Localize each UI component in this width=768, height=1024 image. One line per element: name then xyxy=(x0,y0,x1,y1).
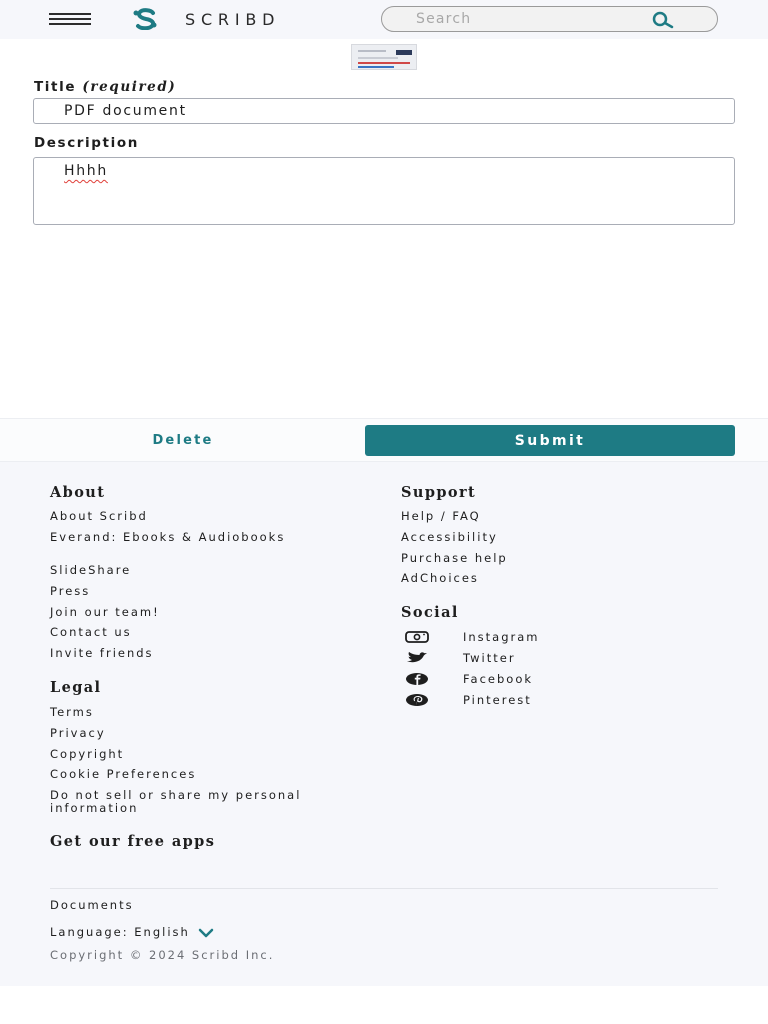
footer-link-contact[interactable]: Contact us xyxy=(50,625,132,639)
search-bar xyxy=(381,6,718,32)
language-selector[interactable] xyxy=(50,926,214,939)
footer-link-about-scribd[interactable]: About Scribd xyxy=(50,509,148,523)
twitter-label: Twitter xyxy=(463,650,516,665)
footer-link-everand[interactable]: Everand: Ebooks & Audiobooks xyxy=(50,530,286,544)
description-textarea[interactable] xyxy=(33,157,735,225)
footer-about-heading xyxy=(50,484,105,501)
required-marker: (required) xyxy=(82,79,177,95)
support-heading: Support xyxy=(401,484,477,501)
social-link-pinterest[interactable] xyxy=(405,693,532,707)
footer-link-slideshare[interactable]: SlideShare xyxy=(50,563,132,577)
facebook-icon xyxy=(405,672,431,686)
footer-link-accessibility[interactable]: Accessibility xyxy=(401,530,498,544)
menu-icon[interactable] xyxy=(49,13,91,25)
logo-text: SCRIBD xyxy=(185,9,281,29)
footer-link-help-faq[interactable]: Help / FAQ xyxy=(401,509,481,523)
footer-link-terms[interactable]: Terms xyxy=(50,705,94,719)
copyright-text: Copyright © 2024 Scribd Inc. xyxy=(50,948,275,962)
title-input[interactable] xyxy=(33,98,735,124)
footer-link-privacy[interactable]: Privacy xyxy=(50,726,106,740)
action-bar xyxy=(0,418,768,462)
footer xyxy=(0,462,768,986)
social-heading: Social xyxy=(401,604,459,621)
scribd-logo-icon xyxy=(125,8,165,30)
legal-heading: Legal xyxy=(50,679,102,696)
search-icon[interactable] xyxy=(644,11,684,29)
language-label: Language: English xyxy=(50,925,190,939)
footer-link-join-team[interactable]: Join our team! xyxy=(50,605,160,619)
social-link-instagram[interactable] xyxy=(405,630,540,644)
document-thumbnail xyxy=(351,44,417,70)
description-label: Description xyxy=(34,135,139,151)
scribd-logo[interactable] xyxy=(125,8,280,30)
footer-link-do-not-sell[interactable]: Do not sell or share my personal information xyxy=(50,788,302,815)
pinterest-icon xyxy=(405,693,431,707)
footer-link-purchase-help[interactable]: Purchase help xyxy=(401,551,508,565)
social-link-twitter[interactable] xyxy=(405,651,516,665)
top-header xyxy=(0,0,768,39)
pinterest-label: Pinterest xyxy=(463,692,532,707)
search-input[interactable] xyxy=(416,10,646,28)
instagram-icon xyxy=(405,630,431,644)
footer-link-cookie-preferences[interactable]: Cookie Preferences xyxy=(50,767,197,781)
twitter-icon xyxy=(405,651,431,665)
title-label: Title (required) xyxy=(34,79,177,95)
footer-link-press[interactable]: Press xyxy=(50,584,91,598)
apps-heading: Get our free apps xyxy=(50,833,216,850)
footer-link-invite[interactable]: Invite friends xyxy=(50,646,154,660)
facebook-label: Facebook xyxy=(463,671,534,686)
footer-link-adchoices[interactable]: AdChoices xyxy=(401,571,479,585)
footer-link-copyright[interactable]: Copyright xyxy=(50,747,125,761)
chevron-down-icon xyxy=(198,928,214,938)
footer-divider xyxy=(50,888,718,889)
about-heading: About xyxy=(50,484,106,501)
footer-link-documents[interactable]: Documents xyxy=(50,898,134,912)
social-link-facebook[interactable] xyxy=(405,672,533,686)
instagram-label: Instagram xyxy=(463,629,540,644)
delete-button[interactable]: Delete xyxy=(0,425,366,456)
submit-button[interactable]: Submit xyxy=(365,425,735,456)
